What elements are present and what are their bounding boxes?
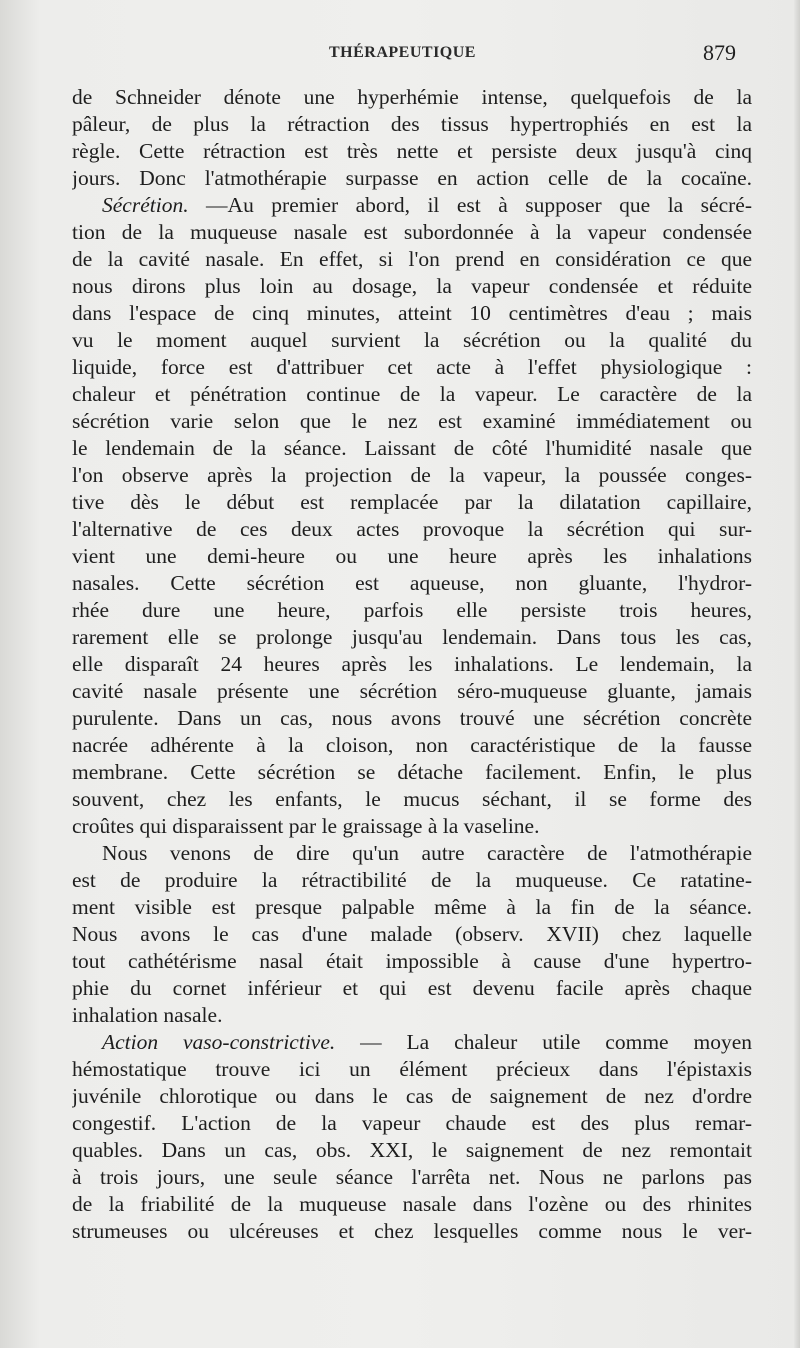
text-line: vu le moment auquel survient la sécrétion ou la qualité du — [72, 328, 752, 352]
text-line: cavité nasale présente une sécrétion séro-muqueuse gluante, jamais — [72, 679, 752, 703]
text-line: inhalation nasale. — [72, 1003, 223, 1027]
text-line: l'on observe après la projection de la vapeur, la poussée conges- — [72, 463, 752, 487]
text-line: pâleur, de plus la rétraction des tissus hypertrophiés en est la — [72, 112, 752, 136]
body-text — [72, 84, 752, 1245]
text-line: elle disparaît 24 heures après les inhalations. Le lendemain, la — [72, 652, 752, 676]
text-line-section-secretion: Sécrétion. —Au premier abord, il est à supposer que la sécré- — [102, 193, 752, 217]
text-line: de la cavité nasale. En effet, si l'on prend en considération ce que — [72, 247, 752, 271]
text-line: rarement elle se prolonge jusqu'au lendemain. Dans tous les cas, — [72, 625, 752, 649]
text-line: à trois jours, une seule séance l'arrêta net. Nous ne parlons pas — [72, 1165, 752, 1189]
text-line: croûtes qui disparaissent par le graissage à la vaseline. — [72, 814, 540, 838]
text-line: phie du cornet inférieur et qui est devenu facile après chaque — [72, 976, 752, 1000]
text-line: strumeuses ou ulcéreuses et chez lesquelles comme nous le ver- — [72, 1219, 752, 1243]
text-line: tion de la muqueuse nasale est subordonnée à la vapeur condensée — [72, 220, 752, 244]
text-line: jours. Donc l'atmothérapie surpasse en action celle de la cocaïne. — [72, 166, 752, 190]
text-line: tive dès le début est remplacée par la dilatation capillaire, — [72, 490, 752, 514]
text-line: Nous avons le cas d'une malade (observ. XVII) chez laquelle — [72, 922, 752, 946]
text-line: sécrétion varie selon que le nez est examiné immédiatement ou — [72, 409, 752, 433]
text-line: purulente. Dans un cas, nous avons trouvé une sécrétion concrète — [72, 706, 752, 730]
text-line: juvénile chlorotique ou dans le cas de saignement de nez d'ordre — [72, 1084, 752, 1108]
text-line: tout cathétérisme nasal était impossible à cause d'une hypertro- — [72, 949, 752, 973]
text-line: hémostatique trouve ici un élément précieux dans l'épistaxis — [72, 1057, 752, 1081]
text-line: rhée dure une heure, parfois elle persiste trois heures, — [72, 598, 752, 622]
text-line: chaleur et pénétration continue de la vapeur. Le caractère de la — [72, 382, 752, 406]
section-heading: Action vaso-constrictive. — [102, 1030, 336, 1054]
text-line-paragraph-start: Nous venons de dire qu'un autre caractère de l'atmothérapie — [102, 841, 752, 865]
text-line: nasales. Cette sécrétion est aqueuse, non gluante, l'hydror- — [72, 571, 752, 595]
text-line: membrane. Cette sécrétion se détache facilement. Enfin, le plus — [72, 760, 752, 784]
text-line: vient une demi-heure ou une heure après les inhalations — [72, 544, 752, 568]
section-heading: Sécrétion. — [102, 193, 189, 217]
text-line: le lendemain de la séance. Laissant de côté l'humidité nasale que — [72, 436, 752, 460]
text-line: quables. Dans un cas, obs. XXI, le saignement de nez remontait — [72, 1138, 752, 1162]
text-line-section-vaso-constrictive: Action vaso-constrictive. — La chaleur utile comme moyen — [102, 1030, 752, 1054]
text-line: est de produire la rétractibilité de la muqueuse. Ce ratatine- — [72, 868, 752, 892]
text-line: de Schneider dénote une hyperhémie intense, quelquefois de la — [72, 85, 752, 109]
page-number: 879 — [703, 40, 736, 65]
text-line: nous dirons plus loin au dosage, la vapeur condensée et réduite — [72, 274, 752, 298]
text-line: dans l'espace de cinq minutes, atteint 10 centimètres d'eau ; mais — [72, 301, 752, 325]
text-line: nacrée adhérente à la cloison, non caractéristique de la fausse — [72, 733, 752, 757]
text-line: de la friabilité de la muqueuse nasale dans l'ozène ou des rhinites — [72, 1192, 752, 1216]
text-line: liquide, force est d'attribuer cet acte à l'effet physiologique : — [72, 355, 752, 379]
text-line: congestif. L'action de la vapeur chaude est des plus remar- — [72, 1111, 752, 1135]
text-line: règle. Cette rétraction est très nette et persiste deux jusqu'à cinq — [72, 139, 752, 163]
page-header — [0, 40, 800, 74]
text-line: l'alternative de ces deux actes provoque la sécrétion qui sur- — [72, 517, 752, 541]
text-line: ment visible est presque palpable même à la fin de la séance. — [72, 895, 752, 919]
text-line: souvent, chez les enfants, le mucus séchant, il se forme des — [72, 787, 752, 811]
running-title: THÉRAPEUTIQUE — [329, 44, 476, 61]
